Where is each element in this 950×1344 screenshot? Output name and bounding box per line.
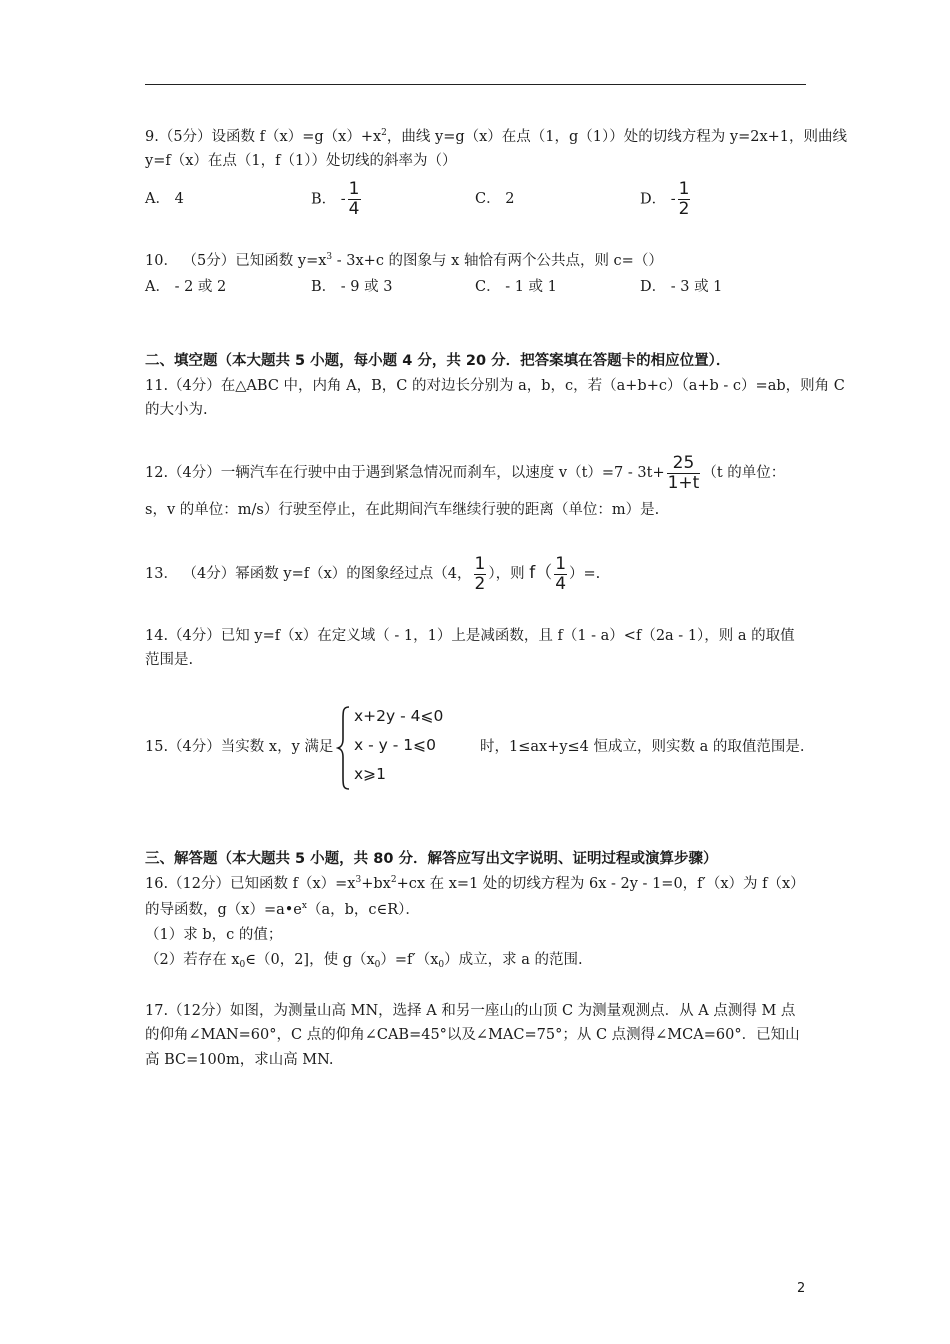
q10-line1: 10． （5分）已知函数 $y=x^3 - 3x+c$ 的图象与 x 轴恰有两个公共点，则 c=（） xyxy=(145,252,663,269)
q12-line2: s，v 的单位：m/s）行驶至停止，在此期间汽车继续行驶的距离（单位：m）是. xyxy=(145,502,660,518)
q9-option-a: A． 4 xyxy=(145,191,184,207)
page-number: 2 xyxy=(797,1281,806,1296)
q9-line1: 9.（5分）设函数 $f(x)=g(x)+x^2$，曲线 y=g（x）在点（1，g（1））处的切线方程为 y=2x+1，则曲线 xyxy=(145,128,848,145)
header-rule xyxy=(145,84,806,85)
q9-option-b: B． - $\frac{1}{4}$ xyxy=(311,179,360,219)
q16-line1: 16.（12分）已知函数 $f(x)=x^3+bx^2+cx$ 在 x=1 处的切线方程为 6x - 2y - 1=0，f′（x）为 f（x） xyxy=(145,875,805,892)
q10-option-c: C． - 1 或 1 xyxy=(475,279,557,295)
q9-option-c: C． 2 xyxy=(475,191,515,207)
q13-fraction-half: $\frac{1}{2}$ xyxy=(474,553,486,594)
q16-part2: （2）若存在 $x_0\in(0$，2]，使 $g(x_0)=f'(x_0)$成立，求 a 的范围. xyxy=(145,952,583,970)
q10-option-a: A． - 2 或 2 xyxy=(145,279,227,295)
q9-option-d: D． - $\frac{1}{2}$ xyxy=(640,179,690,219)
q15-system-row1: x+2y - 4⩽0 xyxy=(354,707,444,725)
left-brace-icon xyxy=(336,705,352,791)
q13-line: 13． （4分）幂函数 y=f（x）的图象经过点（4， $\frac{1}{2}$ ），则 f（ $\frac{1}{4}$ ）=. xyxy=(145,553,601,594)
q16-line2: 的导函数，$g(x)=a•e^x(a$，b，c∈R）． xyxy=(145,901,420,918)
section3-heading: 三、解答题（本大题共 5 小题，共 80 分．解答应写出文字说明、证明过程或演算步骤） xyxy=(145,851,718,867)
q17-line2: 的仰角∠MAN=60°，C 点的仰角∠CAB=45°以及∠MAC=75°；从 C 点测得∠MCA=60°．已知山 xyxy=(145,1027,800,1043)
q17-line3: 高 BC=100m，求山高 MN. xyxy=(145,1052,334,1068)
q9-option-b-fraction: $\frac{1}{4}$ xyxy=(348,179,360,219)
q15-system-row3: x⩾1 xyxy=(354,765,387,783)
q10-option-b: B． - 9 或 3 xyxy=(311,279,393,295)
q15-system-row2: x - y - 1⩽0 xyxy=(354,736,436,754)
q9-option-d-fraction: $\frac{1}{2}$ xyxy=(678,179,690,219)
q12-fraction: $\frac{25}{1+t}$ xyxy=(667,452,700,493)
q15-inequality-system xyxy=(336,705,486,791)
q11-line1: 11.（4分）在△ABC 中，内角 A，B，C 的对边长分别为 a，b，c，若（a+b+c）（a+b - c）=ab，则角 C xyxy=(145,378,845,394)
section2-heading: 二、填空题（本大题共 5 小题，每小题 4 分，共 20 分．把答案填在答题卡的相应位置）． xyxy=(145,353,731,369)
q15-prefix: 15.（4分）当实数 x，y 满足 xyxy=(145,739,334,755)
q15-suffix: 时，1≤ax+y≤4 恒成立，则实数 a 的取值范围是. xyxy=(480,739,805,755)
q11-line2: 的大小为. xyxy=(145,402,208,418)
q14-line1: 14.（4分）已知 y=f（x）在定义域（ - 1，1）上是减函数，且 f（1 - a）<f（2a - 1），则 a 的取值 xyxy=(145,628,795,644)
q14-line2: 范围是. xyxy=(145,652,194,668)
q17-line1: 17.（12分）如图，为测量山高 MN，选择 A 和另一座山的山顶 C 为测量观测点．从 A 点测得 M 点 xyxy=(145,1003,796,1019)
q16-part1: （1）求 b，c 的值； xyxy=(145,927,283,943)
q10-option-d: D． - 3 或 1 xyxy=(640,279,723,295)
q12-line1: 12.（4分）一辆汽车在行驶中由于遇到紧急情况而刹车，以速度 v（t）=7 - 3t+ $\frac{25}{1+t}$ （t 的单位： xyxy=(145,452,786,493)
q13-fraction-quarter: $\frac{1}{4}$ xyxy=(555,553,567,594)
q9-line2: y=f（x）在点（1，f（1））处切线的斜率为（） xyxy=(145,153,457,169)
